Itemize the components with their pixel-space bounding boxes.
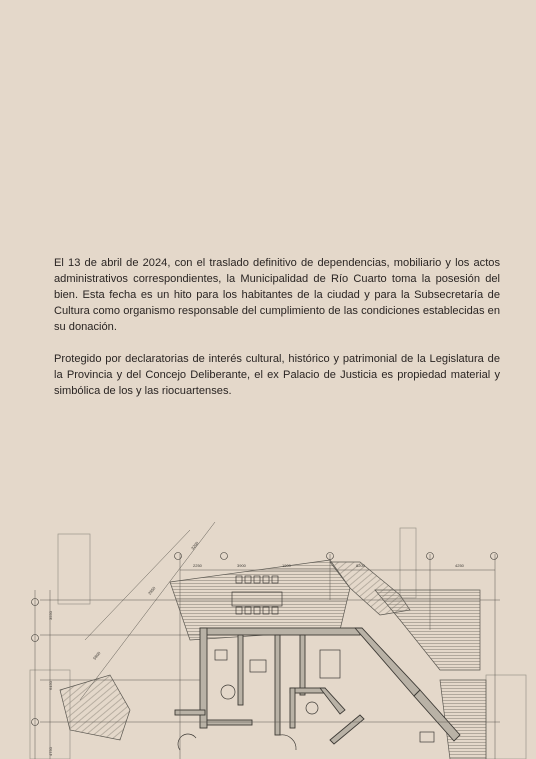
walls <box>175 628 460 744</box>
body-text <box>54 255 500 415</box>
paragraph-protection: Protegido por declaratorias de interés cultural, histórico y patrimonial de la Legislatura de la Provincia y del Concejo Deliberante, el ex Palacio de Justicia es propiedad material y simbólica de los y las riocuartenses. <box>54 353 500 397</box>
dim-label: 3200 <box>189 540 200 551</box>
dim-label: 3550 <box>48 611 53 620</box>
dim-label: 5800 <box>91 650 102 661</box>
paragraph-possession: El 13 de abril de 2024, con el traslado definitivo de dependencias, mobiliario y los actos administrativos correspondientes, la Municipalidad de Río Cuarto toma la posesión del bien. Esta fecha es un hito para los habitantes de la ciudad y para la Subsecretaría de Cultura como organismo responsable del cumplimiento de las condiciones establecidas en su donación. <box>54 257 500 333</box>
architectural-floor-plan <box>0 510 536 759</box>
dim-label: 3900 <box>237 563 246 568</box>
hatched-zones <box>60 560 486 759</box>
dim-label: 2850 <box>146 585 157 596</box>
dim-label: 2250 <box>193 563 202 568</box>
dim-label: 1900 <box>282 563 291 568</box>
dim-label: 4750 <box>48 747 53 756</box>
dim-label: 4250 <box>455 563 464 568</box>
dim-label: 6450 <box>48 681 53 690</box>
dim-label: 8200 <box>356 563 365 568</box>
